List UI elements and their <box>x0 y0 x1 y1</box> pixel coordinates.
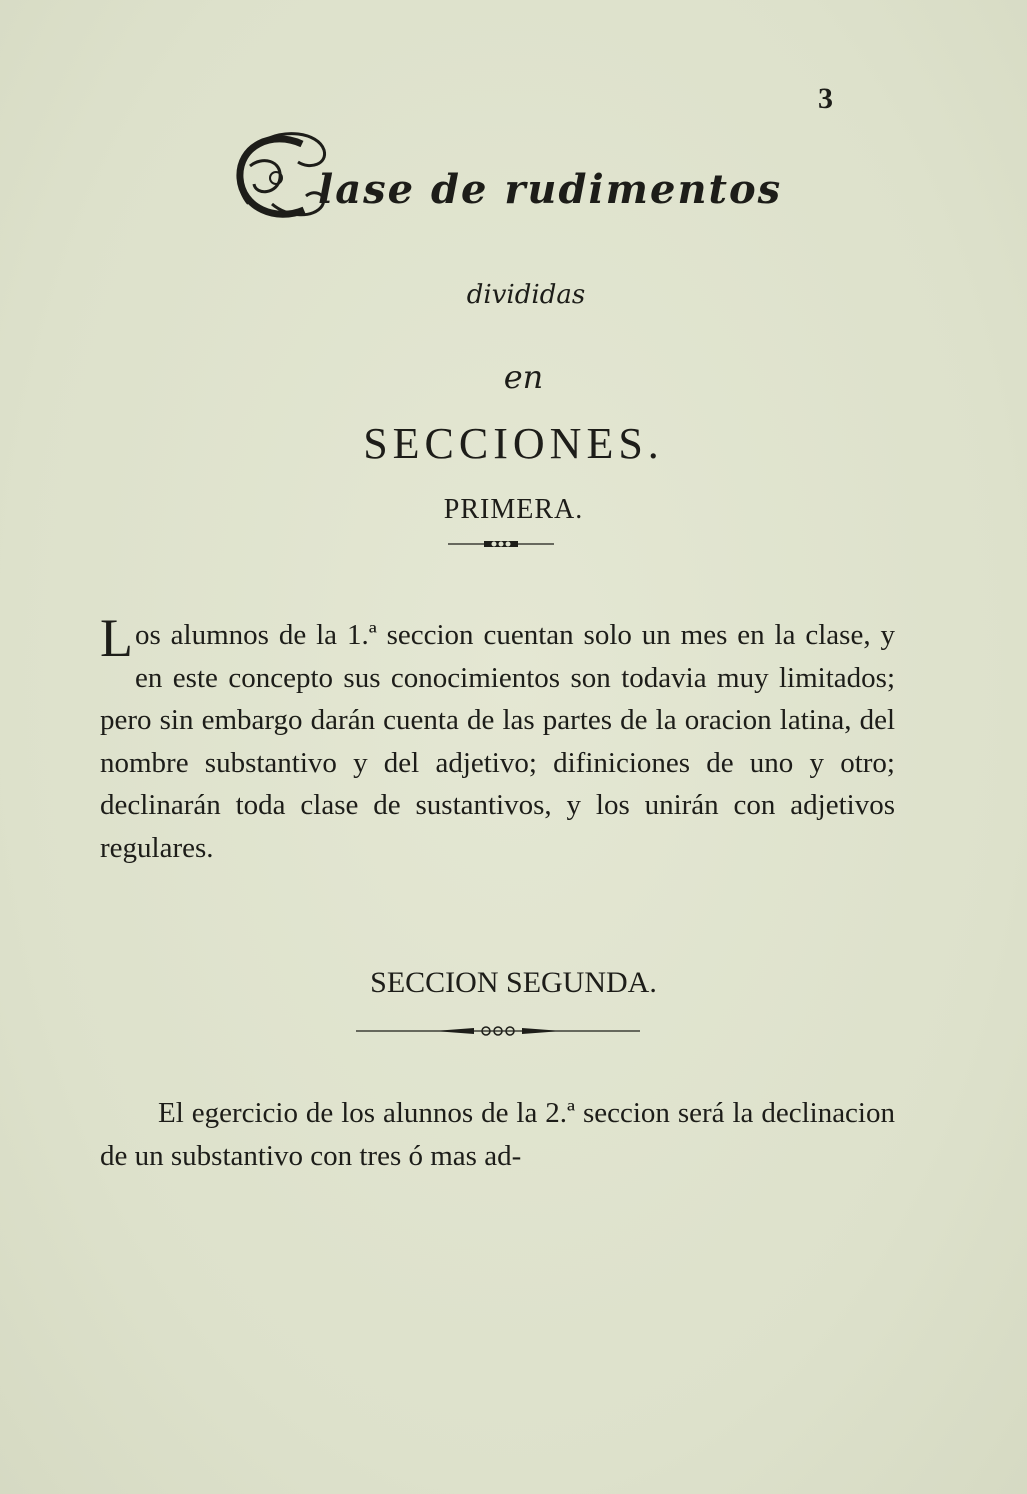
subtitle-en: en <box>503 358 544 396</box>
ornamental-rule-1 <box>446 538 556 550</box>
ornamental-rule-2 <box>354 1025 642 1037</box>
ornamental-initial-c <box>232 126 332 226</box>
heading-secciones: SECCIONES. <box>363 419 664 468</box>
drop-cap-letter: L <box>100 608 133 668</box>
heading-seccion-segunda: SECCION SEGUNDA. <box>370 966 657 999</box>
page-title <box>232 118 792 238</box>
subtitle-divididas: divididas <box>466 280 586 310</box>
paragraph-2-text: El egercicio de los alunnos de la 2.ª seccion será la declinacion de un substantivo con tres ó mas ad- <box>100 1097 895 1172</box>
paragraph-section-1 <box>100 608 895 869</box>
paragraph-section-2 <box>100 1092 895 1177</box>
heading-primera: PRIMERA. <box>443 494 584 525</box>
paragraph-1-text: os alumnos de la 1.ª seccion cuentan solo un mes en la clase, y en este concepto sus conocimientos son todavia muy limitados; pero sin embargo darán cuenta de las partes de la oracion latina, del nombre substantivo y del adjetivo; difiniciones de uno y otro; declinarán toda clase de sustantivos, y los unirán con adjetivos regulares. <box>100 619 895 864</box>
title-text: lase de rudimentos <box>318 166 783 213</box>
page-number: 3 <box>818 82 833 115</box>
